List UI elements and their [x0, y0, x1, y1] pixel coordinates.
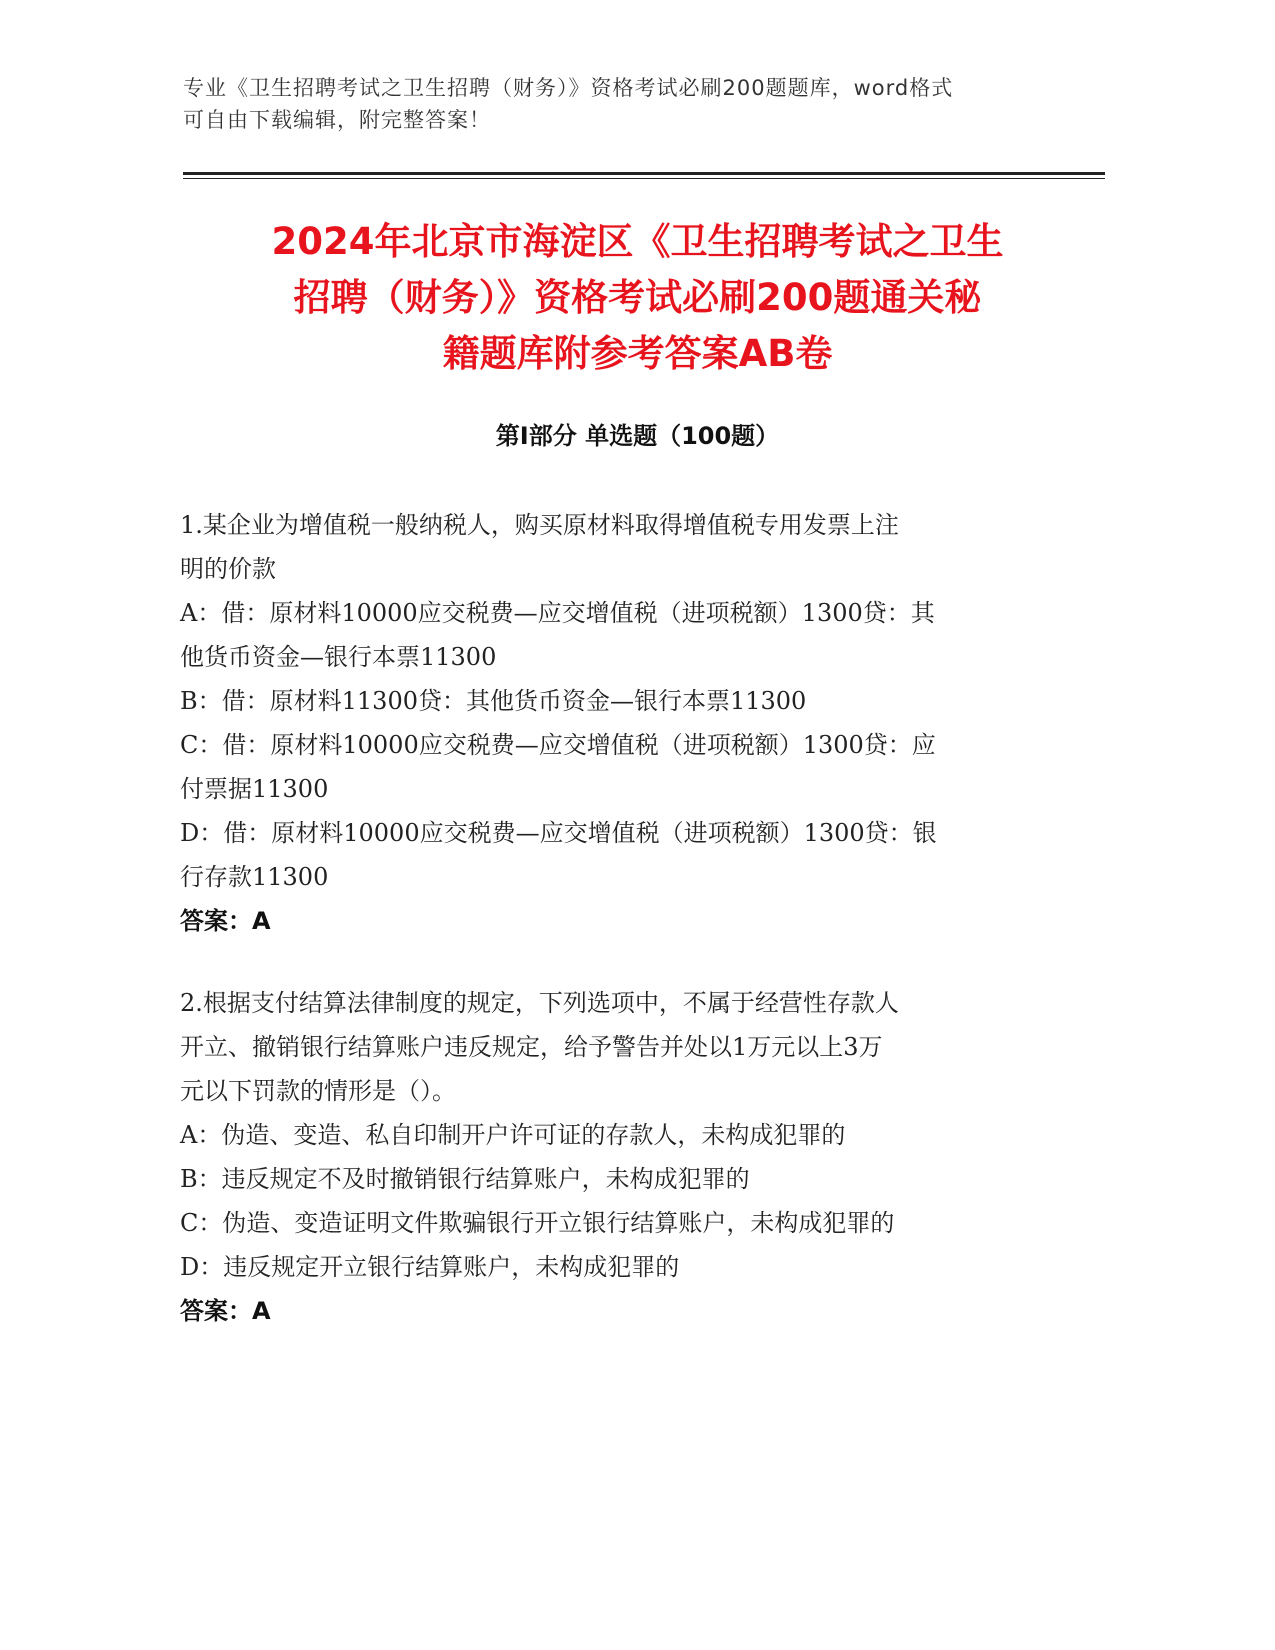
- option-d: D：借：原材料10000应交税费—应交增值税（进项税额）1300贷：银: [180, 819, 937, 847]
- question-1: [180, 503, 1050, 943]
- header-note-line: 可自由下载编辑，附完整答案！: [183, 108, 491, 132]
- title-line: 2024年北京市海淀区《卫生招聘考试之卫生: [271, 220, 1004, 263]
- answer-label: 答案：A: [180, 1297, 271, 1325]
- option-b: B：违反规定不及时撤销银行结算账户，未构成犯罪的: [180, 1165, 750, 1193]
- option-c-continued: 付票据11300: [180, 775, 329, 803]
- question-stem: 1.某企业为增值税一般纳税人，购买原材料取得增值税专用发票上注: [180, 511, 899, 539]
- option-a: A：借：原材料10000应交税费—应交增值税（进项税额）1300贷：其: [180, 599, 935, 627]
- question-stem: 明的价款: [180, 555, 276, 583]
- answer-label: 答案：A: [180, 907, 271, 935]
- option-d: D：违反规定开立银行结算账户，未构成犯罪的: [180, 1253, 680, 1281]
- question-2: [180, 981, 1050, 1333]
- section-heading: 第Ⅰ部分 单选题（100题）: [495, 422, 780, 450]
- question-stem: 2.根据支付结算法律制度的规定，下列选项中，不属于经营性存款人: [180, 989, 899, 1017]
- option-a: A：伪造、变造、私自印制开户许可证的存款人，未构成犯罪的: [180, 1121, 846, 1149]
- option-b: B：借：原材料11300贷：其他货币资金—银行本票11300: [180, 687, 807, 715]
- question-stem: 开立、撤销银行结算账户违反规定，给予警告并处以1万元以上3万: [180, 1033, 883, 1061]
- question-stem: 元以下罚款的情形是（）。: [180, 1077, 456, 1105]
- header-divider-thick: [183, 172, 1105, 175]
- title-line: 籍题库附参考答案AB卷: [442, 332, 833, 375]
- title-line: 招聘（财务）》资格考试必刷200题通关秘: [293, 276, 982, 319]
- document-title: [150, 214, 1125, 382]
- header-note: [183, 72, 1083, 136]
- option-c: C：伪造、变造证明文件欺骗银行开立银行结算账户，未构成犯罪的: [180, 1209, 895, 1237]
- option-c: C：借：原材料10000应交税费—应交增值税（进项税额）1300贷：应: [180, 731, 936, 759]
- header-divider-thin: [183, 178, 1105, 179]
- header-note-line: 专业《卫生招聘考试之卫生招聘（财务）》资格考试必刷200题题库，word格式: [183, 76, 954, 100]
- option-a-continued: 他货币资金—银行本票11300: [180, 643, 497, 671]
- option-d-continued: 行存款11300: [180, 863, 329, 891]
